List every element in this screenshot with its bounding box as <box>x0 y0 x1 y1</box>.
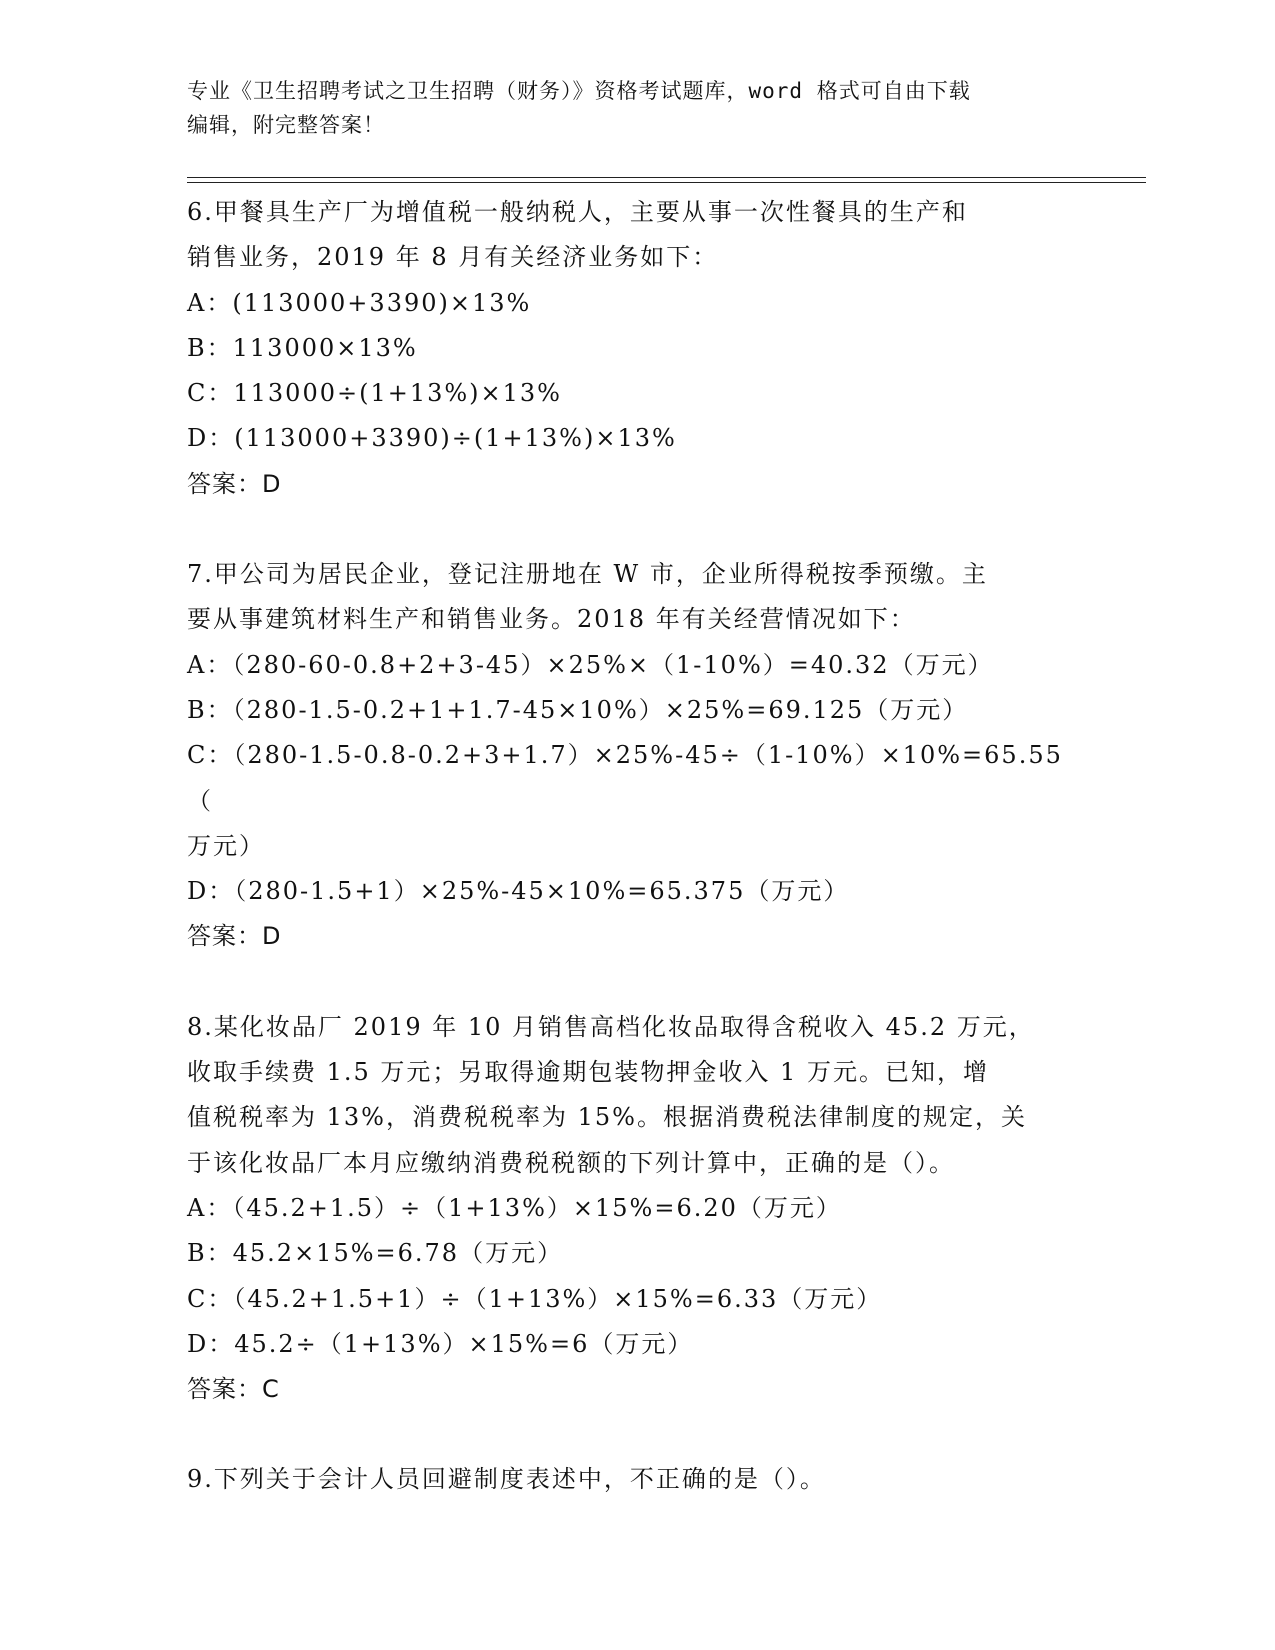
question-stem-line: 7.甲公司为居民企业，登记注册地在 W 市，企业所得税按季预缴。主 <box>187 560 988 589</box>
header-rule-bottom <box>187 182 1146 183</box>
answer-option-B: B：45.2×15%=6.78（万元） <box>187 1239 564 1268</box>
question-stem-line: 9.下列关于会计人员回避制度表述中，不正确的是（）。 <box>187 1465 826 1494</box>
answer-option-C: C：（280-1.5-0.8-0.2+3+1.7）×25%-45÷（1-10%）×10%=65.55（ <box>187 741 1063 815</box>
answer-option-B: B：113000×13% <box>187 333 418 362</box>
question-stem-line: 要从事建筑材料生产和销售业务。2018 年有关经营情况如下： <box>187 605 916 634</box>
answer-option-C: C：（45.2+1.5+1）÷（1+13%）×15%=6.33（万元） <box>187 1284 883 1313</box>
question-8 <box>187 1005 1087 1413</box>
answer-option-C: C：113000÷(1+13%)×13% <box>187 379 562 408</box>
answer-option-D: D：45.2÷（1+13%）×15%=6（万元） <box>187 1329 694 1358</box>
question-stem-line: 于该化妆品厂本月应缴纳消费税税额的下列计算中，正确的是（）。 <box>187 1148 955 1177</box>
answer-option-C: 万元） <box>187 831 265 860</box>
question-stem-line: 销售业务，2019 年 8 月有关经济业务如下： <box>187 243 719 272</box>
document-header <box>187 74 1067 142</box>
header-line-2: 编辑，附完整答案！ <box>187 113 385 137</box>
question-stem-line: 收取手续费 1.5 万元；另取得逾期包装物押金收入 1 万元。已知，增 <box>187 1058 989 1087</box>
question-stem-line: 6.甲餐具生产厂为增值税一般纳税人，主要从事一次性餐具的生产和 <box>187 198 968 226</box>
question-6 <box>187 190 1087 507</box>
question-list <box>187 190 1087 1503</box>
answer-option-A: A：（280-60-0.8+2+3-45）×25%×（1-10%）=40.32（万元） <box>187 650 994 679</box>
answer-key: 答案：D <box>187 469 282 498</box>
header-line-1: 专业《卫生招聘考试之卫生招聘（财务）》资格考试题库，word 格式可自由下载 <box>187 79 971 103</box>
question-9 <box>187 1457 1087 1502</box>
question-stem-line: 8.某化妆品厂 2019 年 10 月销售高档化妆品取得含税收入 45.2 万元， <box>187 1012 1035 1041</box>
answer-option-D: D：（280-1.5+1）×25%-45×10%=65.375（万元） <box>187 877 850 906</box>
header-rule-top <box>187 177 1146 178</box>
answer-option-A: A：（45.2+1.5）÷（1+13%）×15%=6.20（万元） <box>187 1193 842 1222</box>
answer-key: 答案：C <box>187 1375 280 1404</box>
answer-key: 答案：D <box>187 922 282 951</box>
question-7 <box>187 552 1087 960</box>
answer-option-A: A：(113000+3390)×13% <box>187 288 532 317</box>
question-stem-line: 值税税率为 13%，消费税税率为 15%。根据消费税法律制度的规定，关 <box>187 1103 1027 1132</box>
answer-option-B: B：（280-1.5-0.2+1+1.7-45×10%）×25%=69.125（万元） <box>187 695 969 724</box>
answer-option-D: D：(113000+3390)÷(1+13%)×13% <box>187 424 677 453</box>
